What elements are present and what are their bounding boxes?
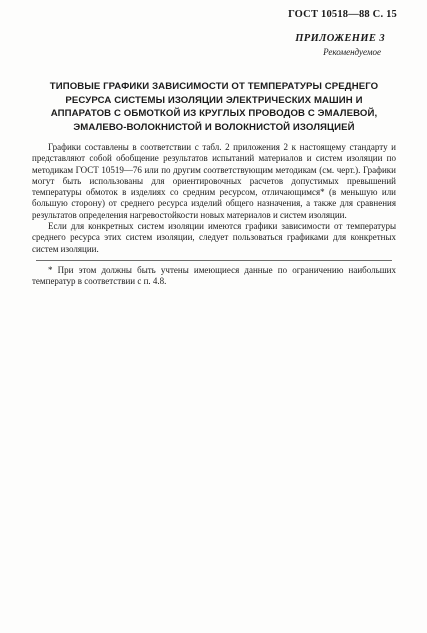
section-heading: [26, 80, 402, 134]
heading-line: ТИПОВЫЕ ГРАФИКИ ЗАВИСИМОСТИ ОТ ТЕМПЕРАТУРЫ СРЕДНЕГО: [49, 81, 379, 92]
heading-line: ЭМАЛЕВО-ВОЛОКНИСТОЙ И ВОЛОКНИСТОЙ ИЗОЛЯЦИЕЙ: [73, 121, 355, 133]
heading-line: РЕСУРСА СИСТЕМЫ ИЗОЛЯЦИИ ЭЛЕКТРИЧЕСКИХ МАШИН И: [65, 94, 363, 106]
standard-reference: ГОСТ 10518—88 С. 15: [288, 9, 397, 20]
body-text: [32, 142, 396, 255]
appendix-title: ПРИЛОЖЕНИЕ 3: [295, 33, 385, 44]
footnote-divider: [36, 260, 392, 261]
body-paragraph: Если для конкретных систем изоляции имеются графики зависимости от температуры среднего ресурса этих систем изоляции, следует пользоваться графиками для конкретных систем изоляции.: [32, 221, 396, 254]
appendix-status: Рекомендуемое: [323, 47, 381, 57]
body-paragraph: Графики составлены в соответствии с табл. 2 приложения 2 к настоящему стандарту и представляют собой обобщение результатов испытаний материалов и систем изоляции по методикам ГОСТ 10519—76 или по другим соответствующим методикам (см. черт.). Графики могут быть использованы для ориентировочных расчетов допустимых превышений температуры обмоток в изделиях со средним ресурсом, отличающимся* (в меньшую или большую сторону) от среднего ресурса изделий общего назначения, а также для сравнения результатов определения нагревостойкости новых материалов и систем изоляции.: [32, 142, 396, 220]
footnote: * При этом должны быть учтены имеющиеся данные по ограничению наибольших температур в соответствии с п. 4.8.: [32, 265, 396, 287]
heading-line: АППАРАТОВ С ОБМОТКОЙ ИЗ КРУГЛЫХ ПРОВОДОВ С ЭМАЛЕВОЙ,: [50, 108, 378, 120]
